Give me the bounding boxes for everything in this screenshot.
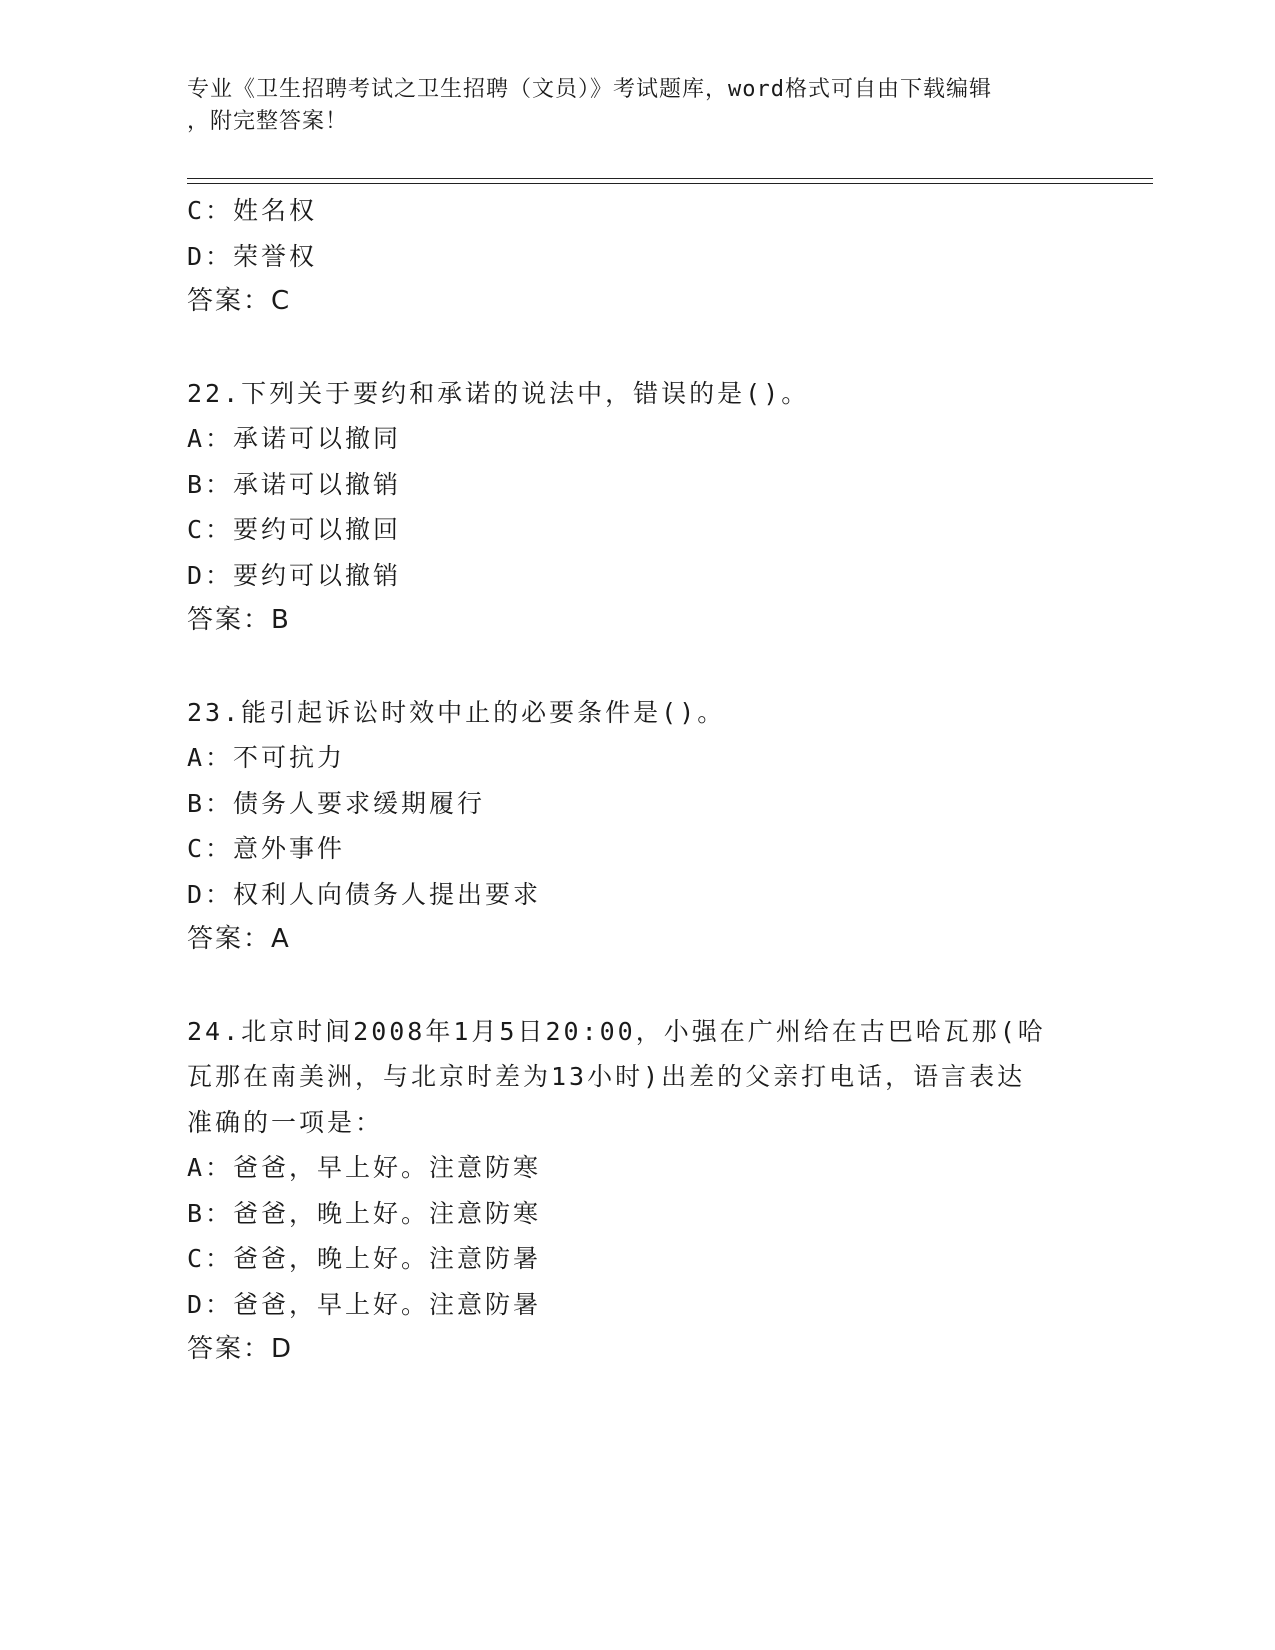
question-block-24 <box>187 1009 1087 1373</box>
option-b: B：债务人要求缓期履行 <box>187 788 486 818</box>
question-text-line-2: 瓦那在南美洲，与北京时差为13小时)出差的父亲打电话，语言表达 <box>187 1062 1026 1091</box>
option-c: C：姓名权 <box>187 196 318 225</box>
question-block-22 <box>187 371 1087 644</box>
answer: 答案：A <box>187 924 291 954</box>
option-b: B：承诺可以撤销 <box>187 469 402 499</box>
option-d: D：荣誉权 <box>187 241 318 271</box>
question-list <box>187 188 1087 1373</box>
question-block-21 <box>187 188 1087 325</box>
option-a: A：爸爸，早上好。注意防寒 <box>187 1153 542 1182</box>
question-text: 22.下列关于要约和承诺的说法中，错误的是()。 <box>187 378 810 408</box>
document-header <box>187 74 1077 138</box>
option-c: C：爸爸，晚上好。注意防暑 <box>187 1244 542 1273</box>
option-a: A：不可抗力 <box>187 743 346 772</box>
answer: 答案：C <box>187 286 292 316</box>
question-text-line-3: 准确的一项是： <box>187 1107 384 1137</box>
question-text-line-1: 24.北京时间2008年1月5日20:00，小强在广州给在古巴哈瓦那(哈 <box>187 1016 1046 1046</box>
option-d: D：爸爸，早上好。注意防暑 <box>187 1289 542 1319</box>
option-b: B：爸爸，晚上好。注意防寒 <box>187 1198 542 1228</box>
answer: 答案：D <box>187 1334 294 1364</box>
answer: 答案：B <box>187 605 291 635</box>
option-d: D：要约可以撤销 <box>187 560 402 590</box>
question-text: 23.能引起诉讼时效中止的必要条件是()。 <box>187 697 726 727</box>
option-c: C：要约可以撤回 <box>187 515 402 544</box>
option-a: A：承诺可以撤同 <box>187 424 402 453</box>
header-rule-bottom <box>187 183 1153 184</box>
option-d: D：权利人向债务人提出要求 <box>187 879 542 909</box>
header-line-1: 专业《卫生招聘考试之卫生招聘（文员）》考试题库，word格式可自由下载编辑 <box>187 77 992 102</box>
question-block-23 <box>187 690 1087 963</box>
option-c: C：意外事件 <box>187 834 346 863</box>
header-line-2: ，附完整答案！ <box>187 109 349 134</box>
header-rule-top <box>187 178 1153 179</box>
